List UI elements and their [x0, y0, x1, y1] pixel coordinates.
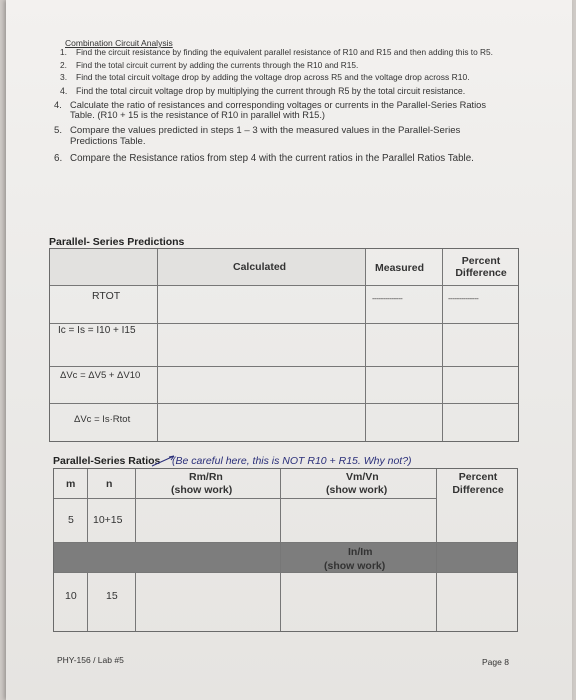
n-value: 10+15	[93, 514, 123, 526]
in-im-show-work: (show work)	[324, 560, 386, 572]
list-item: 2. Find the total circuit current by adding the currents through the R10 and R15.	[60, 60, 359, 70]
vm-vn-header: Vm/Vn	[346, 471, 379, 483]
row-divider	[50, 403, 518, 404]
column-divider	[280, 469, 281, 542]
m-value: 10	[65, 590, 77, 602]
voltage-product-label: ΔVc = Is·Rtot	[74, 414, 131, 425]
n-header: n	[106, 478, 113, 490]
list-item: 6. Compare the Resistance ratios from step 4 with the current ratios in the Parallel Ratios Table.	[54, 153, 474, 164]
row-divider	[50, 323, 518, 324]
vm-vn-show-work: (show work)	[326, 484, 388, 496]
list-item: 4. Find the total circuit voltage drop by multiplying the current through R5 by the total circuit resistance.	[60, 86, 466, 96]
column-divider	[87, 572, 88, 631]
m-header: m	[66, 478, 76, 490]
predictions-table-title: Parallel- Series Predictions	[49, 236, 185, 248]
row-divider	[54, 542, 517, 543]
percent-difference-header: Percent Difference	[455, 255, 507, 279]
row-divider	[54, 498, 436, 499]
column-divider	[135, 572, 136, 631]
n-value: 15	[106, 590, 118, 602]
measured-na: --------------	[372, 294, 403, 303]
row-divider	[50, 285, 518, 286]
voltage-sum-label: ΔVc = ΔV5 + ΔV10	[60, 370, 141, 381]
current-equation-label: Ic = Is = I10 + I15	[58, 325, 136, 336]
list-item: 4. Calculate the ratio of resistances and corresponding voltages or currents in the Parallel-Series Ratios Table. (R10 + 15 is the resistance of R10 in parallel with R15.)	[54, 100, 486, 120]
column-divider	[442, 249, 443, 441]
measured-header: Measured	[375, 262, 425, 274]
percent-na: --------------	[448, 294, 479, 303]
ratios-table-title: Parallel-Series Ratios	[53, 455, 161, 467]
column-divider	[87, 469, 88, 542]
row-divider	[50, 366, 518, 367]
instruction-list	[52, 47, 502, 164]
in-im-header: In/Im	[348, 546, 373, 558]
row-divider	[54, 572, 517, 573]
list-item: 3. Find the total circuit voltage drop by adding the voltage drop across R5 and the voltage drop across R10.	[60, 72, 470, 82]
column-divider	[135, 469, 136, 542]
course-footer: PHY-156 / Lab #5	[57, 655, 124, 665]
column-divider	[157, 249, 158, 441]
section-heading: Combination Circuit Analysis	[65, 38, 173, 48]
rtot-label: RTOT	[92, 290, 121, 302]
shaded-row	[54, 542, 517, 572]
column-divider	[436, 469, 437, 542]
header-shading	[50, 249, 365, 285]
rm-rn-show-work: (show work)	[171, 484, 233, 496]
ratios-percent-difference-header: Percent Difference	[452, 471, 504, 496]
list-item: 5. Compare the values predicted in steps 1 – 3 with the measured values in the Parallel-Series Predictions Table.	[54, 125, 461, 147]
column-divider	[280, 542, 281, 631]
rm-rn-header: Rm/Rn	[189, 471, 223, 483]
list-item: 1. Find the circuit resistance by finding the equivalent parallel resistance of R10 and R15 and then adding this to R5.	[60, 47, 493, 57]
calculated-header: Calculated	[233, 261, 287, 273]
column-divider	[365, 249, 366, 441]
page-number: Page 8	[482, 657, 509, 667]
handwritten-note: (Be careful here, this is NOT R10 + R15. Why not?)	[172, 455, 412, 467]
m-value: 5	[68, 514, 74, 526]
column-divider	[436, 542, 437, 631]
ratios-table	[53, 468, 518, 632]
predictions-table	[49, 248, 519, 442]
